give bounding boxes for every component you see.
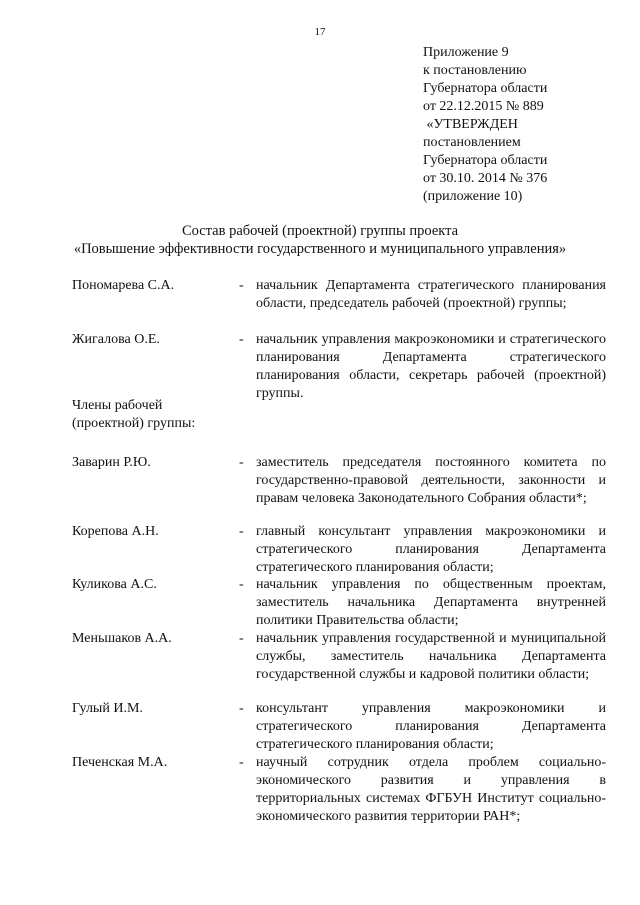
appendix-line: к постановлению xyxy=(423,63,527,78)
member-dash: - xyxy=(239,755,244,770)
appendix-line: (приложение 10) xyxy=(423,189,523,204)
member-name: Жигалова О.Е. xyxy=(72,332,160,347)
appendix-line: постановлением xyxy=(423,135,521,150)
member-role: начальник управления по общественным проектам, заместитель начальника Департамента внутренней политики Правительства области; xyxy=(256,577,606,628)
member-role: научный сотрудник отдела проблем социально-экономического развития и управления в территориальных системах ФГБУН Институт социально-экономического развития территории РАН*; xyxy=(256,755,606,824)
member-role: начальник Департамента стратегического планирования области, председатель рабочей (проектной) группы; xyxy=(256,278,606,311)
member-dash: - xyxy=(239,332,244,347)
member-role: заместитель председателя постоянного комитета по государственно-правовой деятельности, законности и правам человека Законодательного Собрания области*; xyxy=(256,455,606,506)
member-name: Корепова А.Н. xyxy=(72,524,159,539)
appendix-line: Приложение 9 xyxy=(423,45,509,60)
member-dash: - xyxy=(239,455,244,470)
member-name: Куликова А.С. xyxy=(72,577,157,592)
appendix-line: Губернатора области xyxy=(423,81,548,96)
members-heading-line-1: Члены рабочей xyxy=(72,398,163,413)
member-role: начальник управления макроэкономики и стратегического планирования Департамента стратегического планирования области, секретарь рабочей (проектной) группы. xyxy=(256,332,606,401)
member-name: Меньшаков А.А. xyxy=(72,631,172,646)
document-title xyxy=(0,222,640,258)
member-name: Печенская М.А. xyxy=(72,755,168,770)
member-role: начальник управления государственной и муниципальной службы, заместитель начальника Департамента государственной службы и кадровой политики области; xyxy=(256,631,606,682)
member-name: Пономарева С.А. xyxy=(72,278,175,293)
member-name: Заварин Р.Ю. xyxy=(72,455,151,470)
member-dash: - xyxy=(239,524,244,539)
members-heading xyxy=(72,397,195,433)
page-number: 17 xyxy=(314,26,326,38)
appendix-line: Губернатора области xyxy=(423,153,548,168)
appendix-line: «УТВЕРЖДЕН xyxy=(423,117,518,132)
member-name: Гулый И.М. xyxy=(72,701,143,716)
members-heading-line-2: (проектной) группы: xyxy=(72,416,196,431)
title-line-1: Состав рабочей (проектной) группы проекта xyxy=(181,223,459,239)
member-dash: - xyxy=(239,701,244,716)
appendix-line: от 30.10. 2014 № 376 xyxy=(423,171,548,186)
title-line-2: «Повышение эффективности государственного и муниципального управления» xyxy=(73,241,567,257)
member-role: консультант управления макроэкономики и стратегического планирования Департамента стратегического планирования области; xyxy=(256,701,606,752)
member-dash: - xyxy=(239,577,244,592)
appendix-block xyxy=(423,44,633,206)
member-dash: - xyxy=(239,278,244,293)
appendix-line: от 22.12.2015 № 889 xyxy=(423,99,544,114)
member-role: главный консультант управления макроэкономики и стратегического планирования Департамента стратегического планирования области; xyxy=(256,524,606,575)
member-dash: - xyxy=(239,631,244,646)
